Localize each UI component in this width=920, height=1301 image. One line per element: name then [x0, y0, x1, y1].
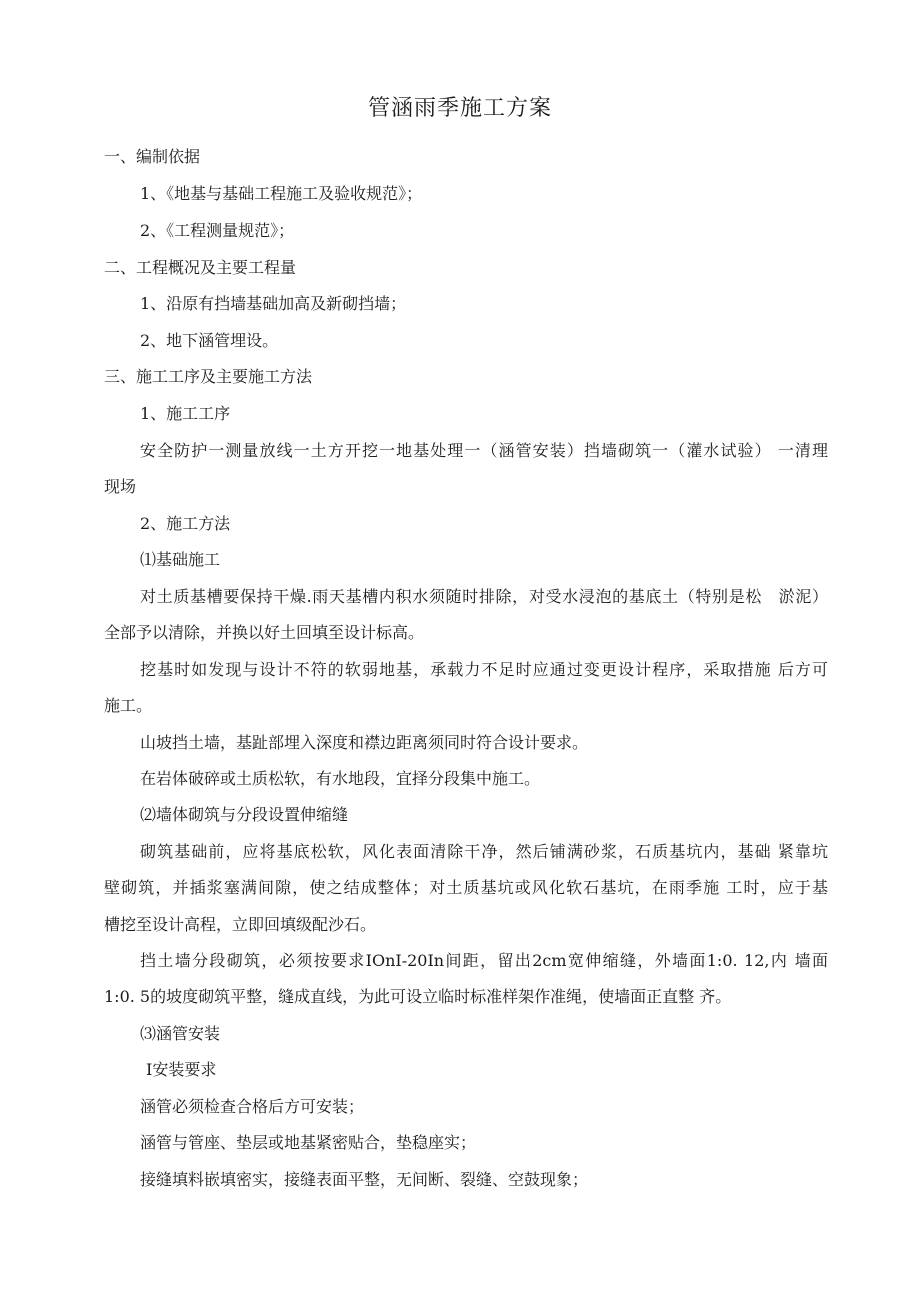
document-title: 管涵雨季施工方案: [367, 96, 552, 121]
item-heading: ⑴基础施工: [140, 550, 221, 569]
subsection-heading: 1、施工工序: [140, 404, 231, 423]
paragraph-line: 2、地下涵管埋设。: [140, 331, 279, 350]
subsection-heading: 2、施工方法: [140, 514, 231, 533]
paragraph-line: 山坡挡土墙，基趾部埋入深度和襟边距离须同时符合设计要求。: [140, 733, 589, 752]
paragraph-line: 挡土墙分段砌筑，必须按要求IOnI-20In间距，留出2cm宽伸缩缝，外墙面1:0. 12,内 墙面: [140, 951, 828, 970]
section-heading-2: 二、工程概况及主要工程量: [104, 258, 297, 277]
section-heading-1: 一、编制依据: [104, 147, 201, 166]
section-heading-3: 三、施工工序及主要施工方法: [104, 367, 313, 386]
paragraph-line: 全部予以清除，并换以好土回填至设计标高。: [104, 623, 425, 642]
paragraph-line: 接缝填料嵌填密实，接缝表面平整，无间断、裂缝、空鼓现象；: [140, 1170, 589, 1189]
paragraph-line: 现场: [104, 477, 137, 496]
paragraph-line: 槽挖至设计高程，立即回填级配沙石。: [104, 915, 377, 934]
paragraph-line: 在岩体破碎或土质松软，有水地段，宜择分段集中施工。: [140, 769, 541, 788]
paragraph-line: 涵管与管座、垫层或地基紧密贴合，垫稳座实；: [140, 1133, 477, 1152]
paragraph-line: 对土质基槽要保持干燥.雨天基槽内积水须随时排除，对受水浸泡的基底土（特别是松 淤泥）: [140, 587, 828, 606]
subitem-heading: I安装要求: [146, 1060, 217, 1079]
paragraph-line: 壁砌筑，并插浆塞满间隙，使之结成整体；对土质基坑或风化软石基坑，在雨季施 工时，应于基: [104, 878, 828, 897]
paragraph-line: 挖基时如发现与设计不符的软弱地基，承载力不足时应通过变更设计程序，采取措施 后方可: [140, 660, 828, 679]
paragraph-line: 1、沿原有挡墙基础加高及新砌挡墙；: [140, 294, 407, 313]
paragraph-line: 涵管必须检查合格后方可安装；: [140, 1097, 365, 1116]
item-heading: ⑶涵管安装: [140, 1024, 221, 1043]
item-heading: ⑵墙体砌筑与分段设置伸缩缝: [140, 805, 349, 824]
paragraph-line: 砌筑基础前，应将基底松软，风化表面清除干净，然后铺满砂浆，石质基坑内，基础 紧靠坑: [140, 842, 828, 861]
paragraph-line: 施工。: [104, 696, 153, 715]
paragraph-line: 1、《地基与基础工程施工及验收规范》；: [140, 184, 423, 203]
paragraph-line: 1:0. 5的坡度砌筑平整，缝成直线，为此可设立临时标准样架作准绳，使墙面正直整 齐。: [104, 987, 732, 1006]
paragraph-line: 安全防护一测量放线一土方开挖一地基处理一（涵管安装）挡墙砌筑一（灌水试验） 一清理: [140, 441, 828, 460]
paragraph-line: 2、《工程测量规范》；: [140, 221, 295, 240]
